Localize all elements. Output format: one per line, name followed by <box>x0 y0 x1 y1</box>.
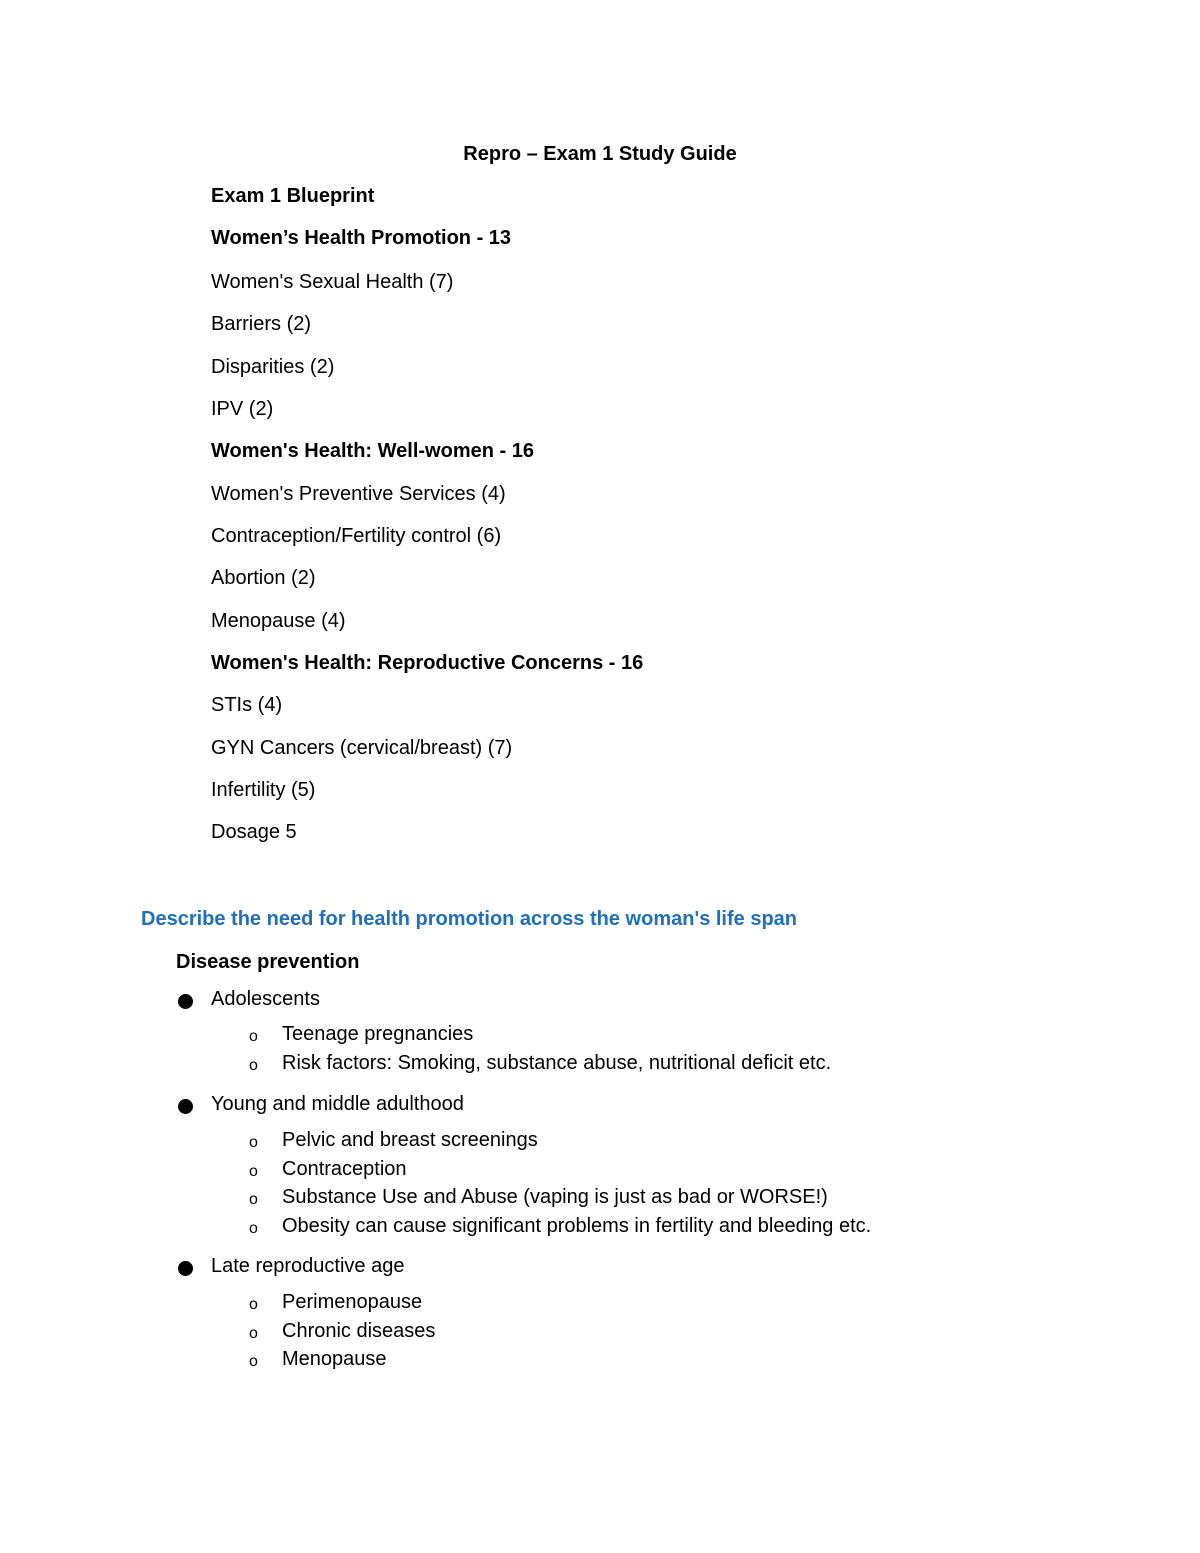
blueprint-item: Infertility (5) <box>211 779 316 801</box>
blueprint-section-title: Women's Health: Reproductive Concerns - 16 <box>211 652 644 674</box>
blueprint-section-title: Women's Health: Well-women - 16 <box>211 440 534 462</box>
list-item: Pelvic and breast screenings <box>282 1129 538 1151</box>
list-item: Obesity can cause significant problems in fertility and bleeding etc. <box>282 1215 872 1237</box>
page-title: Repro – Exam 1 Study Guide <box>463 143 737 165</box>
list-item: Risk factors: Smoking, substance abuse, nutritional deficit etc. <box>282 1052 832 1074</box>
blueprint-item: IPV (2) <box>211 398 274 420</box>
blueprint-item: Menopause (4) <box>211 610 346 632</box>
objective-heading: Describe the need for health promotion across the woman's life span <box>141 908 798 930</box>
life-stage-label: Adolescents <box>211 988 320 1010</box>
list-item: Teenage pregnancies <box>282 1023 474 1045</box>
blueprint-item: Disparities (2) <box>211 356 335 378</box>
blueprint-item: Abortion (2) <box>211 567 316 589</box>
bullet-icon <box>178 994 193 1009</box>
blueprint-item: Women's Sexual Health (7) <box>211 271 454 293</box>
blueprint-item: STIs (4) <box>211 694 283 716</box>
blueprint-item: Women's Preventive Services (4) <box>211 483 506 505</box>
list-item: Menopause <box>282 1348 387 1370</box>
life-stage-label: Young and middle adulthood <box>211 1093 464 1115</box>
blueprint-item: Barriers (2) <box>211 313 312 335</box>
list-item: Substance Use and Abuse (vaping is just as bad or WORSE!) <box>282 1186 828 1208</box>
circle-bullet-icon: o <box>249 1220 258 1237</box>
blueprint-item: GYN Cancers (cervical/breast) (7) <box>211 737 513 759</box>
blueprint-section-title: Women’s Health Promotion - 13 <box>211 227 512 249</box>
circle-bullet-icon: o <box>249 1325 258 1342</box>
bullet-icon <box>178 1099 193 1114</box>
circle-bullet-icon: o <box>249 1028 258 1045</box>
circle-bullet-icon: o <box>249 1134 258 1151</box>
bullet-icon <box>178 1261 193 1276</box>
blueprint-item: Contraception/Fertility control (6) <box>211 525 502 547</box>
disease-prevention-heading: Disease prevention <box>176 951 360 973</box>
list-item: Contraception <box>282 1158 407 1180</box>
circle-bullet-icon: o <box>249 1191 258 1208</box>
life-stage-label: Late reproductive age <box>211 1255 405 1277</box>
circle-bullet-icon: o <box>249 1353 258 1370</box>
blueprint-heading: Exam 1 Blueprint <box>211 185 375 207</box>
circle-bullet-icon: o <box>249 1057 258 1074</box>
list-item: Perimenopause <box>282 1291 423 1313</box>
circle-bullet-icon: o <box>249 1163 258 1180</box>
blueprint-item: Dosage 5 <box>211 821 297 843</box>
circle-bullet-icon: o <box>249 1296 258 1313</box>
list-item: Chronic diseases <box>282 1320 436 1342</box>
